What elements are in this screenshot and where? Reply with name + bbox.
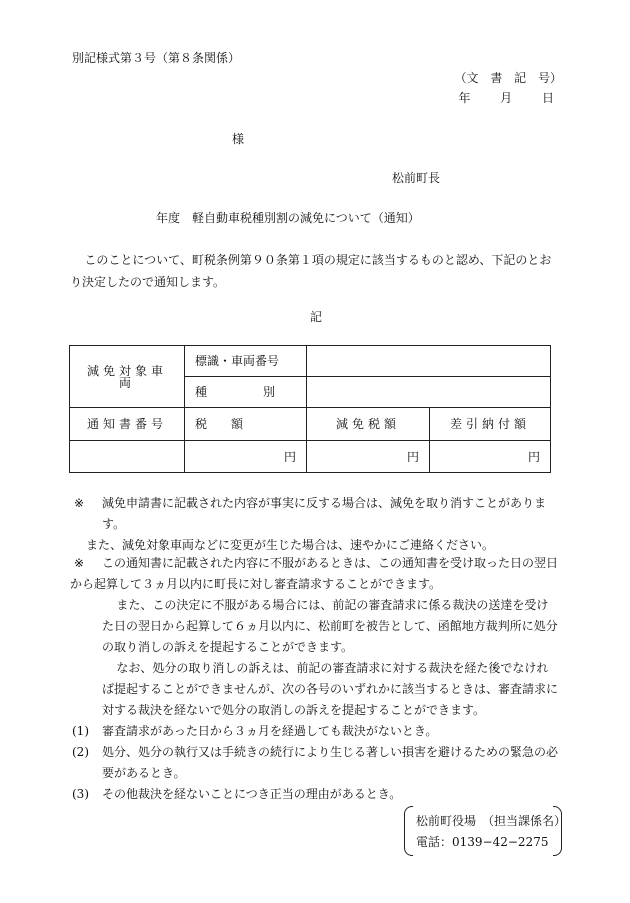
tax-amount-yen: 円 xyxy=(185,441,307,473)
contact-phone: 電話：0139−42−2275 xyxy=(416,835,549,849)
kind-label: 種別 xyxy=(185,377,307,408)
net-amount-yen: 円 xyxy=(430,441,551,473)
appeal-item: (1) 審査請求があった日から３ヵ月を経過しても裁決がないとき。 xyxy=(72,724,438,738)
sender: 松前町長 xyxy=(392,171,441,185)
note2-para1: この通知書に記載された内容に不服があるときは、この通知書を受け取った日の翌日から起算して３ヵ月以内に町長に対し審査請求することができます。 xyxy=(70,556,559,591)
detail-table xyxy=(69,345,551,473)
note-mark: ※ xyxy=(74,496,85,510)
ki-label: 記 xyxy=(310,310,323,324)
appeal-item: (3) その他裁決を経ないことにつき正当の理由があるとき。 xyxy=(72,787,402,801)
contact-office: 松前町役場 （担当課係名） xyxy=(416,814,567,828)
body-text: このことについて、町税条例第９０条第１項の規定に該当するものと認め、下記のとおり決定したので通知します。 xyxy=(70,253,552,289)
reduction-amount-label: 減免税額 xyxy=(307,408,430,441)
note2-para3: なお、処分の取り消しの訴えは、前記の審査請求に対する裁決を経た後でなければ提起することができませんが、次の各号のいずれかに該当するときは、審査請求に対する裁決を経ないで処分の取消しの訴えを提起することができます。 xyxy=(102,661,559,717)
notice-number-label: 通知書番号 xyxy=(70,408,185,441)
note-mark: ※ xyxy=(74,556,85,570)
notice-number-value xyxy=(70,441,185,473)
addressee: 様 xyxy=(232,132,245,146)
plate-number-label: 標識・車両番号 xyxy=(185,346,307,377)
target-vehicle-label: 減免対象車両 xyxy=(70,346,185,408)
note-reduction xyxy=(70,493,560,556)
note1-line1: 減免申請書に記載された内容が事実に反する場合は、減免を取り消すことがあります。 xyxy=(102,496,547,531)
contact-box xyxy=(404,806,567,854)
reduction-amount-yen: 円 xyxy=(307,441,430,473)
appeal-item: (2) 処分、処分の執行又は手続きの続行により生じる著しい損害を避けるための緊急の必要があるとき。 xyxy=(72,745,559,780)
issue-date: 年 月 日 xyxy=(458,91,554,105)
document-title: 年度 軽自動車税種別割の減免について（通知） xyxy=(156,211,420,225)
note1-line2: また、減免対象車両などに変更が生じた場合は、速やかにご連絡ください。 xyxy=(86,538,495,552)
kind-value xyxy=(307,377,551,408)
form-number: 別記様式第３号（第８条関係） xyxy=(72,51,241,65)
net-amount-label: 差引納付額 xyxy=(430,408,551,441)
document-number: （文 書 記 号） xyxy=(454,71,562,85)
tax-amount-label: 税 額 xyxy=(185,408,307,441)
note2-para2: また、この決定に不服がある場合には、前記の審査請求に係る裁決の送達を受けた日の翌日から起算して６ヵ月以内に、松前町を被告として、函館地方裁判所に処分の取り消しの訴えを提起することができます。 xyxy=(102,598,558,654)
note-appeal xyxy=(70,553,560,805)
plate-number-value xyxy=(307,346,551,377)
